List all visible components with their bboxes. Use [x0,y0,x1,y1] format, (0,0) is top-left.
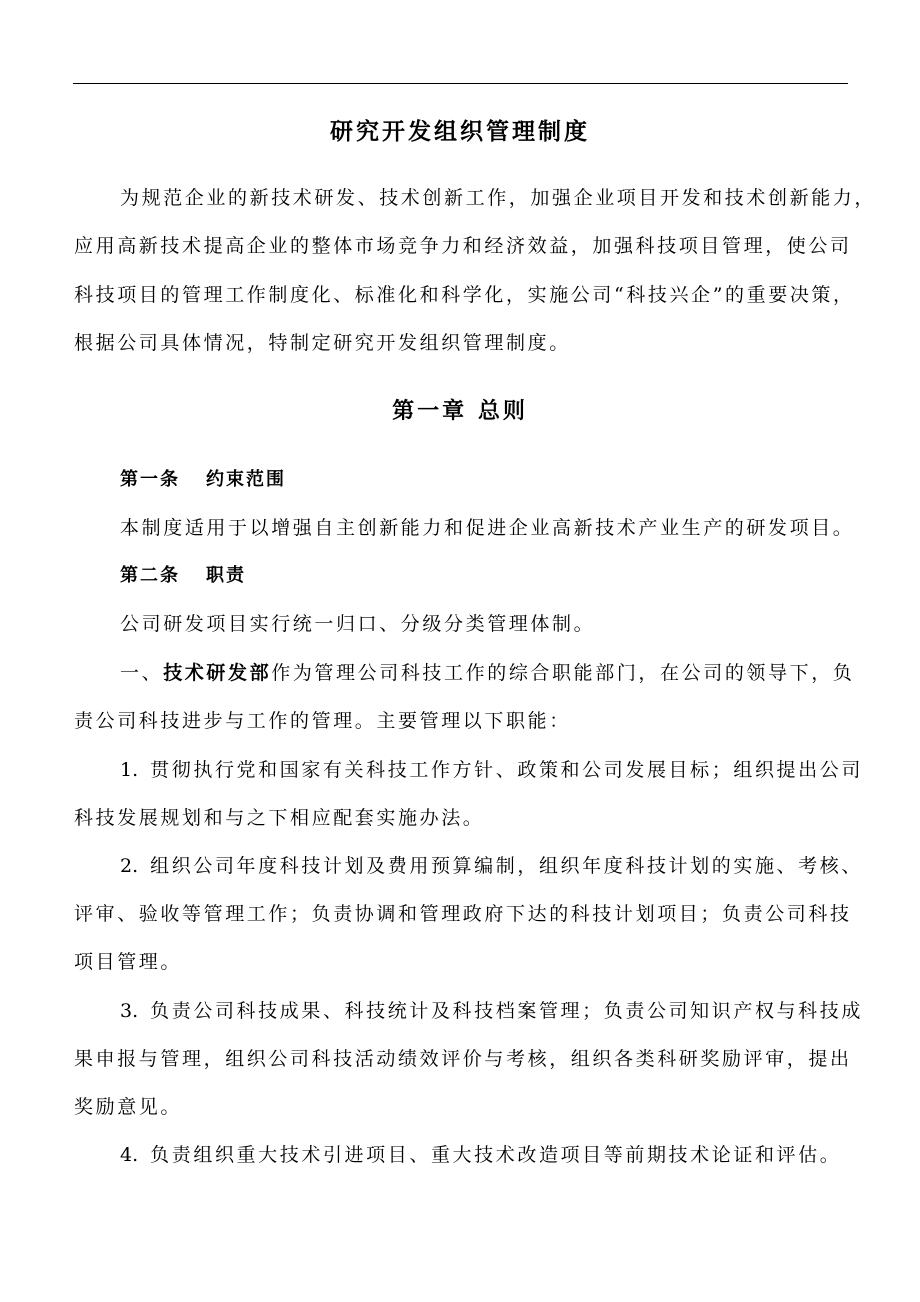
intro-line-3: 科技项目的管理工作制度化、标准化和科学化，实施公司“科技兴企”的重要决策， [74,284,855,306]
item-4-number: 4. [120,1144,139,1166]
article-2-text: 公司研发项目实行统一归口、分级分类管理体制。 [120,613,596,635]
article-1-number: 第一条 [120,469,180,490]
item-1-text: 贯彻执行党和国家有关科技工作方针、政策和公司发展目标；组织提出公司 [150,759,863,781]
item-1-line-1 [120,757,863,783]
section-1-dept: 技术研发部 [163,662,272,684]
article-1-heading [120,467,286,493]
article-2-heading [120,563,246,589]
intro-line-1: 为规范企业的新技术研发、技术创新工作，加强企业项目开发和技术创新能力， [120,187,877,209]
item-2-line-1 [120,853,863,879]
section-1-prefix: 一、 [120,662,164,684]
section-1-line-1 [120,660,855,686]
article-1-text: 本制度适用于以增强自主创新能力和促进企业高新技术产业生产的研发项目。 [120,517,855,539]
header-rule [73,83,848,84]
intro-line-4: 根据公司具体情况，特制定研究开发组织管理制度。 [74,332,571,354]
item-3-line-3: 奖励意见。 [74,1096,183,1118]
item-3-text: 负责公司科技成果、科技统计及科技档案管理；负责公司知识产权与科技成 [150,1000,863,1022]
item-3-line-1 [120,998,863,1024]
section-1-line-2: 责公司科技进步与工作的管理。主要管理以下职能： [74,710,571,732]
article-2-number: 第二条 [120,565,180,586]
item-2-text: 组织公司年度科技计划及费用预算编制，组织年度科技计划的实施、考核、 [150,855,863,877]
section-1-text: 作为管理公司科技工作的综合职能部门，在公司的领导下，负 [271,662,855,684]
item-1-line-2: 科技发展规划和与之下相应配套实施办法。 [74,807,485,829]
item-2-line-2: 评审、验收等管理工作；负责协调和管理政府下达的科技计划项目；负责公司科技 [74,903,852,925]
item-4-text: 负责组织重大技术引进项目、重大技术改造项目等前期技术论证和评估。 [150,1144,842,1166]
item-2-line-3: 项目管理。 [74,951,183,973]
item-3-number: 3. [120,1000,139,1022]
chapter-title: 第一章 总则 [392,398,528,424]
document-title: 研究开发组织管理制度 [330,118,590,145]
item-1-number: 1. [120,759,139,781]
item-2-number: 2. [120,855,139,877]
article-2-title: 职责 [206,565,246,586]
item-4-line-1 [120,1142,850,1168]
article-1-title: 约束范围 [206,469,286,490]
item-3-line-2: 果申报与管理，组织公司科技活动绩效评价与考核，组织各类科研奖励评审，提出 [74,1048,852,1070]
intro-line-2: 应用高新技术提高企业的整体市场竞争力和经济效益，加强科技项目管理，使公司 [74,235,852,257]
